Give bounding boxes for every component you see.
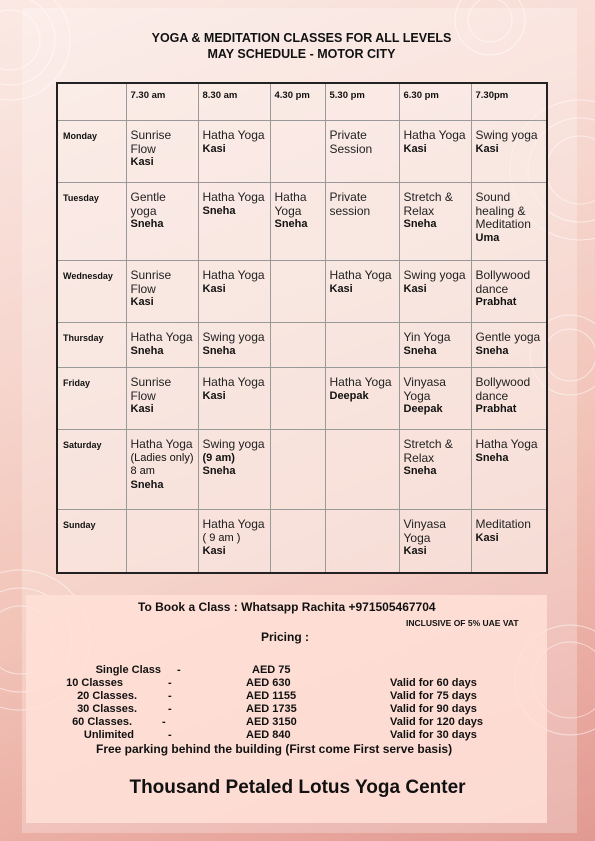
class-cell (198, 121, 270, 183)
class-cell (325, 183, 399, 261)
class-cell (399, 183, 471, 261)
plan-name: 60 Classes. (72, 716, 132, 728)
class-cell (198, 368, 270, 430)
plan-dash: - (162, 716, 166, 728)
day-label: Friday (57, 368, 126, 430)
teacher-name: Kasi (202, 282, 226, 295)
page-title (0, 30, 595, 62)
class-cell (126, 121, 198, 183)
class-name: Bollywood dance (475, 268, 531, 296)
teacher-name: Kasi (130, 403, 154, 415)
class-cell (325, 510, 399, 573)
time-header: 4.30 pm (270, 83, 325, 121)
class-cell (126, 430, 198, 510)
class-cell (126, 323, 198, 368)
class-name: Stretch & Relax (403, 190, 453, 218)
plan-name: Single Class (95, 664, 161, 676)
class-cell (270, 510, 325, 573)
class-name: Swing yoga (202, 330, 265, 344)
class-cell (471, 323, 547, 368)
class-name: Meditation (475, 517, 531, 531)
class-cell (399, 430, 471, 510)
teacher-name: Prabhat (475, 296, 517, 308)
class-name: Swing yoga (403, 268, 466, 282)
class-cell (198, 323, 270, 368)
title-line-2: MAY SCHEDULE - MOTOR CITY (207, 47, 396, 61)
time-header-row (57, 83, 547, 121)
class-cell (471, 510, 547, 573)
pricing-title: Pricing : (261, 630, 310, 644)
class-cell (270, 121, 325, 183)
teacher-name: Sneha (130, 344, 164, 357)
teacher-name: Uma (475, 231, 500, 244)
class-cell (399, 368, 471, 430)
class-cell (399, 510, 471, 573)
plan-dash: - (177, 664, 181, 676)
class-cell (399, 323, 471, 368)
class-name: Private session (329, 190, 371, 218)
plan-price: AED 3150 (246, 716, 297, 728)
class-name: Vinyasa Yoga (403, 517, 446, 545)
class-cell (270, 323, 325, 368)
class-name: Gentle yoga (475, 330, 541, 344)
schedule-row (57, 261, 547, 323)
schedule-row (57, 368, 547, 430)
class-cell (325, 368, 399, 430)
plan-dash: - (168, 690, 172, 702)
teacher-name: Sneha (274, 218, 308, 230)
teacher-name: Kasi (202, 142, 226, 155)
teacher-name: Sneha (475, 344, 509, 357)
class-cell (270, 368, 325, 430)
class-cell (198, 510, 270, 573)
class-cell (325, 323, 399, 368)
class-cell (325, 121, 399, 183)
plan-dash: - (168, 677, 172, 689)
class-name: Hatha Yoga (202, 375, 265, 389)
schedule-row (57, 121, 547, 183)
plan-price: AED 75 (252, 664, 291, 676)
schedule-row (57, 510, 547, 573)
teacher-name: Kasi (130, 156, 154, 168)
class-name: Sunrise Flow (130, 375, 172, 403)
teacher-name: Prabhat (475, 403, 517, 415)
class-name: Hatha Yoga (130, 437, 193, 451)
plan-price: AED 1735 (246, 703, 297, 715)
teacher-name: Kasi (202, 545, 226, 557)
plan-name: 10 Classes (66, 677, 123, 689)
plan-validity: Valid for 120 days (390, 716, 483, 728)
class-cell (270, 261, 325, 323)
day-label: Thursday (57, 323, 126, 368)
plan-validity: Valid for 75 days (390, 690, 477, 702)
class-name: Sunrise Flow (130, 128, 172, 156)
class-cell (471, 368, 547, 430)
plan-price: AED 630 (246, 677, 291, 689)
time-header: 7.30pm (471, 83, 547, 121)
plan-name: Unlimited (83, 729, 134, 741)
class-name: Hatha Yoga (329, 268, 392, 282)
teacher-name: Kasi (403, 282, 427, 295)
teacher-name: Kasi (475, 531, 499, 544)
class-cell (471, 183, 547, 261)
teacher-name: Kasi (403, 545, 427, 557)
vat-note: INCLUSIVE OF 5% UAE VAT (406, 618, 519, 628)
teacher-name: Kasi (202, 389, 226, 402)
class-note: (9 am) (202, 451, 235, 464)
class-cell (126, 510, 198, 573)
day-label: Tuesday (57, 183, 126, 261)
teacher-name: Sneha (475, 451, 509, 464)
teacher-name: Sneha (403, 218, 437, 230)
class-name: Swing yoga (202, 437, 265, 451)
class-cell (471, 261, 547, 323)
day-label: Monday (57, 121, 126, 183)
teacher-name: Sneha (130, 218, 164, 230)
time-header: 7.30 am (126, 83, 198, 121)
teacher-name: Sneha (130, 478, 164, 491)
class-cell (471, 430, 547, 510)
class-cell (325, 261, 399, 323)
class-cell (126, 183, 198, 261)
class-name: Hatha Yoga (329, 375, 392, 389)
class-name: Hatha Yoga (130, 330, 193, 344)
class-name: Vinyasa Yoga (403, 375, 446, 403)
teacher-name: Deepak (329, 389, 369, 402)
teacher-name: Kasi (475, 142, 499, 155)
class-name: Gentle yoga (130, 190, 166, 218)
class-name: Bollywood dance (475, 375, 531, 403)
time-header: 8.30 am (198, 83, 270, 121)
class-cell (399, 121, 471, 183)
teacher-name: Kasi (130, 296, 154, 308)
teacher-name: Sneha (202, 344, 236, 357)
class-name: Sound healing & Meditation (475, 190, 531, 231)
teacher-name: Sneha (202, 465, 236, 477)
class-name: Hatha Yoga (202, 128, 265, 142)
schedule-row (57, 183, 547, 261)
class-name: Hatha Yoga (202, 517, 265, 531)
teacher-name: Sneha (403, 465, 437, 477)
schedule-table (56, 82, 548, 574)
schedule-row (57, 430, 547, 510)
class-note: ( 9 am ) (202, 531, 241, 544)
time-header: 5.30 pm (325, 83, 399, 121)
plan-dash: - (168, 729, 172, 741)
plan-dash: - (168, 703, 172, 715)
class-name: Private Session (329, 128, 373, 156)
class-name: Yin Yoga (403, 330, 451, 344)
plan-price: AED 1155 (246, 690, 297, 702)
class-cell (126, 261, 198, 323)
class-name: Sunrise Flow (130, 268, 172, 296)
teacher-name: Sneha (403, 344, 437, 357)
day-label: Saturday (57, 430, 126, 510)
class-cell (198, 183, 270, 261)
plan-validity: Valid for 30 days (390, 729, 477, 741)
time-header: 6.30 pm (399, 83, 471, 121)
center-name: Thousand Petaled Lotus Yoga Center (129, 777, 466, 798)
booking-info: To Book a Class : Whatsapp Rachita +971505467704 (138, 600, 436, 614)
teacher-name: Sneha (202, 204, 236, 217)
teacher-name: Kasi (403, 142, 427, 155)
class-cell (270, 183, 325, 261)
title-line-1: YOGA & MEDITATION CLASSES FOR ALL LEVELS (151, 31, 452, 45)
plan-validity: Valid for 90 days (390, 703, 477, 715)
class-cell (399, 261, 471, 323)
class-name: Swing yoga (475, 128, 538, 142)
plan-price: AED 840 (246, 729, 291, 741)
class-cell (198, 430, 270, 510)
class-name: Hatha Yoga (475, 437, 538, 451)
class-name: Hatha Yoga (274, 190, 307, 218)
plan-name: 30 Classes. (77, 703, 137, 715)
plan-name: 20 Classes. (77, 690, 137, 702)
teacher-name: Deepak (403, 403, 443, 415)
class-cell (325, 430, 399, 510)
class-cell (198, 261, 270, 323)
class-cell (471, 121, 547, 183)
schedule-row (57, 323, 547, 368)
plan-validity: Valid for 60 days (390, 677, 477, 689)
class-name: Hatha Yoga (202, 190, 265, 204)
class-name: Hatha Yoga (403, 128, 466, 142)
class-name: Hatha Yoga (202, 268, 265, 282)
class-note: (Ladies only) 8 am (130, 451, 194, 477)
corner-cell (57, 83, 126, 121)
class-name: Stretch & Relax (403, 437, 453, 465)
class-cell (126, 368, 198, 430)
teacher-name: Kasi (329, 282, 353, 295)
parking-note: Free parking behind the building (First come First serve basis) (96, 742, 453, 756)
day-label: Sunday (57, 510, 126, 573)
class-cell (270, 430, 325, 510)
day-label: Wednesday (57, 261, 126, 323)
